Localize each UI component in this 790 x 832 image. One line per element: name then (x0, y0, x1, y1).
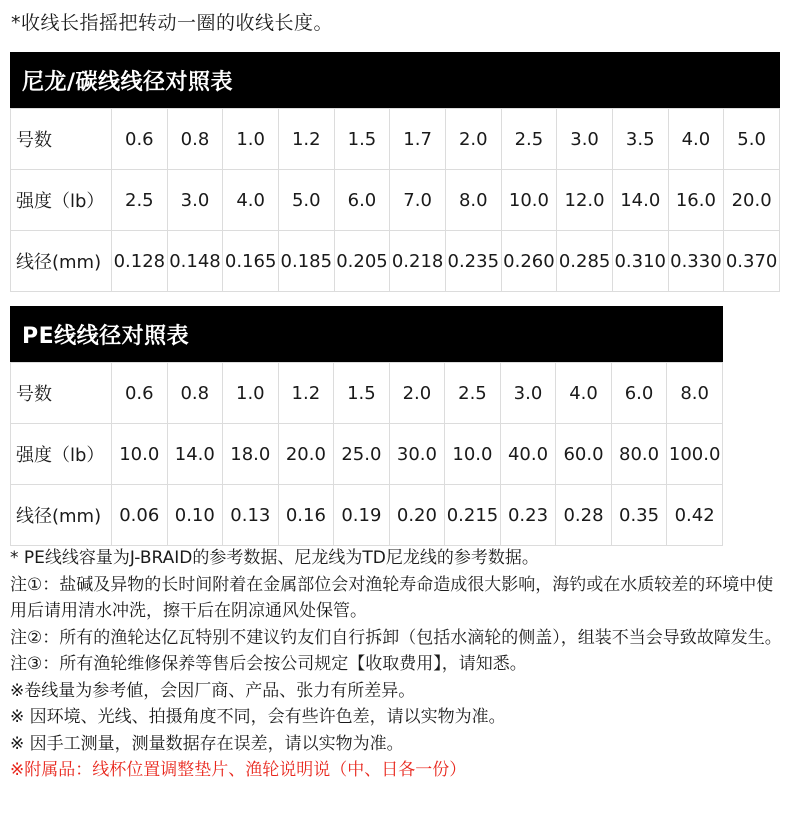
table-cell: 3.5 (612, 109, 668, 170)
table-cell: 10.0 (112, 424, 168, 485)
table-cell: 10.0 (445, 424, 501, 485)
note-measurement-error: ※ 因手工测量，测量数据存在误差，请以实物为准。 (10, 733, 404, 754)
note-pe-reference: * PE线线容量为J-BRAID的参考数据、尼龙线为TD尼龙线的参考数据。 (10, 548, 539, 568)
table-cell: 0.6 (112, 109, 168, 170)
table-cell: 14.0 (612, 170, 668, 231)
table-cell: 0.260 (501, 231, 557, 292)
table-row (11, 485, 723, 546)
table-cell: 0.23 (500, 485, 556, 546)
row-header: 线径(mm) (11, 231, 112, 292)
table-cell: 0.16 (278, 485, 334, 546)
table-row (11, 170, 780, 231)
note-3-service-fee: 注③：所有渔轮维修保养等售后会按公司规定【收取费用】，请知悉。 (10, 654, 527, 674)
table-cell: 14.0 (167, 424, 223, 485)
note-2-disassembly: 注②：所有的渔轮达亿瓦特别不建议钓友们自行拆卸（包括水滴轮的侧盖），组装不当会导致故障发生。 (10, 627, 782, 648)
table-cell: 0.310 (612, 231, 668, 292)
table-cell: 0.215 (445, 485, 501, 546)
table-cell: 1.0 (223, 363, 279, 424)
nylon-carbon-table (10, 108, 780, 292)
table-cell: 16.0 (668, 170, 724, 231)
table-row (11, 109, 780, 170)
table-cell: 3.0 (167, 170, 223, 231)
table-cell: 0.235 (445, 231, 501, 292)
table-cell: 2.5 (445, 363, 501, 424)
table-cell: 2.0 (389, 363, 445, 424)
row-header: 号数 (11, 363, 112, 424)
table-cell: 2.5 (112, 170, 168, 231)
table-cell: 0.185 (278, 231, 334, 292)
table-cell: 8.0 (445, 170, 501, 231)
row-header: 线径(mm) (11, 485, 112, 546)
table-cell: 0.165 (223, 231, 279, 292)
table-cell: 5.0 (724, 109, 780, 170)
pe-table-title: PE线线径对照表 (10, 306, 723, 362)
table-cell: 3.0 (557, 109, 613, 170)
table-cell: 2.0 (445, 109, 501, 170)
note-capacity-reference: ※卷线量为参考値，会因厂商、产品、张力有所差异。 (10, 680, 416, 701)
table-cell: 100.0 (667, 424, 723, 485)
note-color-difference: ※ 因环境、光线、拍摄角度不同，会有些许色差，请以实物为准。 (10, 707, 506, 727)
table-cell: 2.5 (501, 109, 557, 170)
nylon-carbon-table-title: 尼龙/碳线线径对照表 (10, 52, 780, 108)
table-cell: 0.10 (167, 485, 223, 546)
table-cell: 20.0 (724, 170, 780, 231)
row-header: 强度（lb） (11, 424, 112, 485)
table-cell: 1.0 (223, 109, 279, 170)
table-cell: 0.148 (167, 231, 223, 292)
row-header: 强度（lb） (11, 170, 112, 231)
table-cell: 18.0 (223, 424, 279, 485)
table-cell: 8.0 (667, 363, 723, 424)
table-cell: 4.0 (223, 170, 279, 231)
table-cell: 0.13 (223, 485, 279, 546)
table-cell: 0.8 (167, 363, 223, 424)
table-cell: 1.2 (278, 363, 334, 424)
table-cell: 0.20 (389, 485, 445, 546)
table-cell: 4.0 (668, 109, 724, 170)
pe-line-table (10, 362, 723, 546)
table-cell: 80.0 (611, 424, 667, 485)
note-accessories: ※附属品：线杯位置调整垫片、渔轮说明说（中、日各一份） (10, 760, 467, 780)
table-cell: 0.285 (557, 231, 613, 292)
table-cell: 0.42 (667, 485, 723, 546)
table-cell: 20.0 (278, 424, 334, 485)
table-cell: 1.2 (278, 109, 334, 170)
table-cell: 1.5 (334, 109, 390, 170)
table-cell: 0.218 (390, 231, 446, 292)
table-cell: 1.5 (334, 363, 390, 424)
table-cell: 4.0 (556, 363, 612, 424)
top-note: *收线长指摇把转动一圈的收线长度。 (11, 12, 334, 34)
table-cell: 10.0 (501, 170, 557, 231)
note-1-salt-warning: 注①：盐碱及异物的长时间附着在金属部位会对渔轮寿命造成很大影响，海钓或在水质较差的环境中使用后请用清水冲洗，擦干后在阴凉通风处保管。 (10, 574, 774, 621)
table-cell: 1.7 (390, 109, 446, 170)
table-cell: 5.0 (278, 170, 334, 231)
pe-table-section (10, 306, 723, 546)
table-row (11, 231, 780, 292)
table-cell: 12.0 (557, 170, 613, 231)
table-cell: 60.0 (556, 424, 612, 485)
table-cell: 30.0 (389, 424, 445, 485)
table-row (11, 424, 723, 485)
table-cell: 0.205 (334, 231, 390, 292)
table-cell: 0.28 (556, 485, 612, 546)
table-cell: 0.330 (668, 231, 724, 292)
row-header: 号数 (11, 109, 112, 170)
table-row (11, 363, 723, 424)
table-cell: 7.0 (390, 170, 446, 231)
table-cell: 0.370 (724, 231, 780, 292)
table-cell: 25.0 (334, 424, 390, 485)
table-cell: 6.0 (334, 170, 390, 231)
notes-section (10, 545, 785, 784)
table-cell: 0.06 (112, 485, 168, 546)
table-cell: 0.6 (112, 363, 168, 424)
nylon-carbon-table-section (10, 52, 780, 292)
table-cell: 0.35 (611, 485, 667, 546)
table-cell: 0.128 (112, 231, 168, 292)
table-cell: 40.0 (500, 424, 556, 485)
table-cell: 0.8 (167, 109, 223, 170)
table-cell: 3.0 (500, 363, 556, 424)
table-cell: 6.0 (611, 363, 667, 424)
table-cell: 0.19 (334, 485, 390, 546)
